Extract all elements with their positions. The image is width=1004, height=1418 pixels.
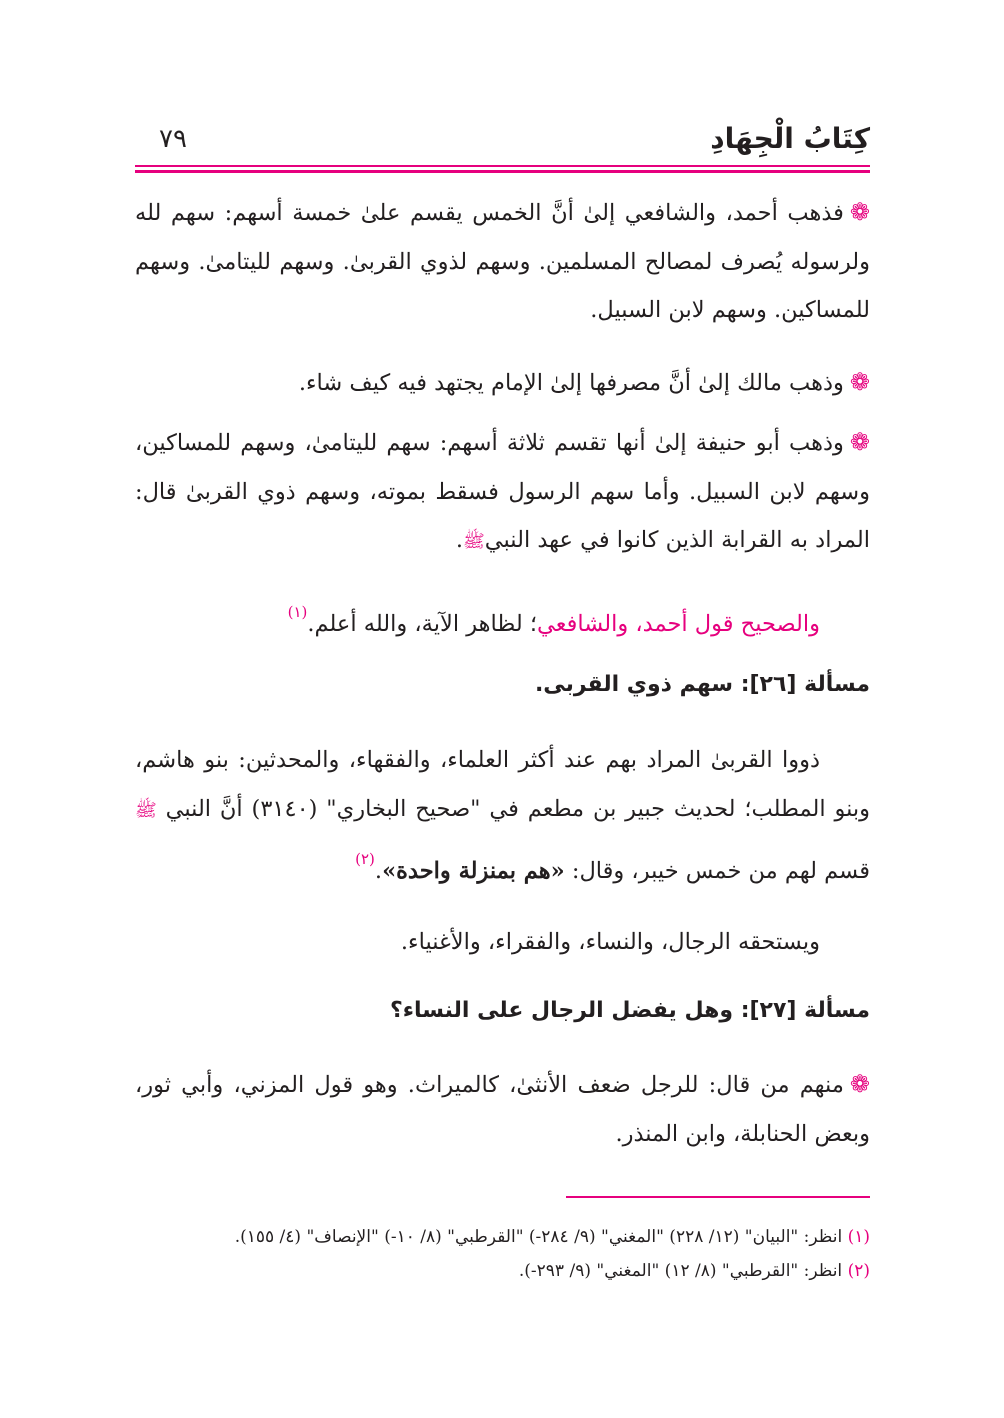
section-27-paragraph-1: [135, 1060, 870, 1158]
section-27-p1-text: منهم من قال: للرجل ضعف الأنثىٰ، كالميراث. وهو قول المزني، وأبي ثور، وبعض الحنابلة، وابن المنذر.: [135, 1072, 870, 1147]
correct-opinion: والصحيح قول أحمد، والشافعي: [536, 611, 820, 637]
rosette-icon: ❁: [849, 198, 870, 226]
footnote-separator: [566, 1196, 870, 1198]
footnote-text: انظر: "القرطبي" (٨/ ١٢) "المغني" (٩/ ٢٩٣-).: [518, 1261, 843, 1281]
section-26-p1-end: .: [374, 858, 383, 884]
rosette-icon: ❁: [849, 368, 870, 396]
honorific-icon: ﷺ: [463, 531, 485, 552]
paragraph-4-text: ؛ لظاهر الآية، والله أعلم.: [307, 611, 537, 637]
header-rule-thick: [135, 170, 870, 173]
section-27-title: وهل يفضل الرجال على النساء؟: [390, 998, 734, 1023]
section-26-p2-text: ويستحقه الرجال، والنساء، والفقراء، والأغنياء.: [400, 929, 820, 955]
paragraph-3: [135, 418, 870, 567]
paragraph-3-text: وذهب أبو حنيفة إلىٰ أنها تقسم ثلاثة أسهم: سهم لليتامىٰ، وسهم للمساكين، وسهم لابن السبيل. وأما سهم الرسول فسقط بموته، وسهم ذوي القربىٰ قال: المراد به القرابة الذين كانوا في عهد النبي: [135, 430, 870, 553]
section-26-p1-cont: قسم لهم من خمس خيبر، وقال:: [571, 858, 870, 884]
hadith-quote: «هم بمنزلة واحدة»: [382, 858, 565, 884]
section-26-p1-text: ذووا القربىٰ المراد بهم عند أكثر العلماء، والفقهاء، والمحدثين: بنو هاشم، وبنو المطلب؛ لحديث جبير بن مطعم في "صحيح البخاري" (٣١٤٠) أنَّ النبي: [135, 747, 870, 822]
section-27-label: مسألة [٢٧]:: [740, 998, 870, 1023]
paragraph-2-text: وذهب مالك إلىٰ أنَّ مصرفها إلىٰ الإمام يجتهد فيه كيف شاء.: [298, 370, 844, 396]
paragraph-4: [135, 588, 870, 649]
rosette-icon: ❁: [849, 428, 870, 456]
honorific-icon: ﷺ: [135, 799, 157, 821]
section-26-heading: [135, 672, 870, 697]
rosette-icon: ❁: [849, 1070, 870, 1098]
footnote-number: (٢): [847, 1261, 870, 1281]
paragraph-3-end: .: [455, 527, 463, 553]
running-title: كِتَابُ الْجِهَادِ: [710, 122, 870, 155]
section-26-paragraph-1: [135, 736, 870, 896]
paragraph-1-text: فذهب أحمد، والشافعي إلىٰ أنَّ الخمس يقسم علىٰ خمسة أسهم: سهم لله ولرسوله يُصرف لمصالح المسلمين. وسهم لذوي القربىٰ. وسهم لليتامىٰ. وسهم للمساكين. وسهم لابن السبيل.: [135, 200, 870, 323]
footnote-ref-1[interactable]: (١): [287, 603, 308, 621]
header-rule-thin: [135, 165, 870, 167]
page-header: [135, 118, 870, 158]
footnote-number: (١): [847, 1227, 870, 1247]
page-number: ٧٩: [159, 124, 187, 154]
footnote-1: [135, 1220, 870, 1254]
footnote-text: انظر: "البيان" (١٢/ ٢٢٨) "المغني" (٩/ ٢٨٤-) "القرطبي" (٨/ ١٠-) "الإنصاف" (٤/ ١٥٥).: [234, 1227, 843, 1247]
section-26-label: مسألة [٢٦]:: [740, 672, 870, 697]
footnote-ref-2[interactable]: (٢): [355, 850, 375, 868]
paragraph-1: [135, 188, 870, 335]
footnotes: [135, 1220, 870, 1288]
section-26-paragraph-2: [135, 918, 870, 967]
paragraph-2: [135, 358, 870, 408]
footnote-2: [135, 1254, 870, 1288]
section-26-title: سهم ذوي القربى.: [534, 672, 734, 697]
section-27-heading: [135, 998, 870, 1023]
